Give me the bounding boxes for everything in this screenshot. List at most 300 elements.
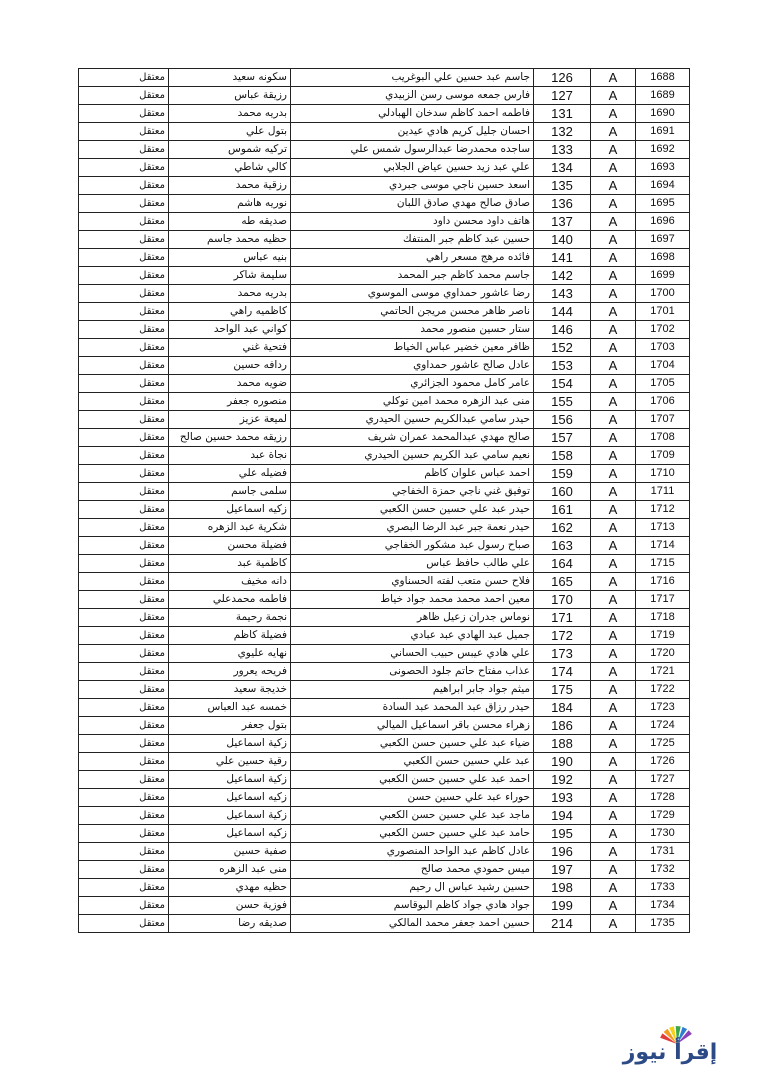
serial-cell: 1699 (636, 267, 690, 285)
code-cell: 143 (534, 285, 591, 303)
mother-name-cell: بدريه محمد (169, 285, 291, 303)
grade-cell: A (591, 645, 636, 663)
serial-cell: 1710 (636, 465, 690, 483)
grade-cell: A (591, 771, 636, 789)
serial-cell: 1694 (636, 177, 690, 195)
table-row (79, 231, 690, 249)
full-name-cell: فائده مرهج مسعر راهي (291, 249, 534, 267)
table-row (79, 735, 690, 753)
serial-cell: 1704 (636, 357, 690, 375)
table-row (79, 537, 690, 555)
code-cell: 144 (534, 303, 591, 321)
code-cell: 140 (534, 231, 591, 249)
mother-name-cell: ضويه محمد (169, 375, 291, 393)
code-cell: 199 (534, 897, 591, 915)
mother-name-cell: دانه مخيف (169, 573, 291, 591)
table-row (79, 717, 690, 735)
serial-cell: 1689 (636, 87, 690, 105)
status-cell: معتقل (79, 591, 169, 609)
mother-name-cell: كواني عبد الواحد (169, 321, 291, 339)
mother-name-cell: زكية اسماعيل (169, 771, 291, 789)
full-name-cell: علي عبد زيد حسين عياض الجلابي (291, 159, 534, 177)
table-row (79, 375, 690, 393)
table-row (79, 249, 690, 267)
full-name-cell: معين احمد محمد محمد جواد خياط (291, 591, 534, 609)
table-row (79, 879, 690, 897)
status-cell: معتقل (79, 501, 169, 519)
full-name-cell: حيدر عبد علي حسين حسن الكعبي (291, 501, 534, 519)
grade-cell: A (591, 69, 636, 87)
status-cell: معتقل (79, 663, 169, 681)
status-cell: معتقل (79, 177, 169, 195)
serial-cell: 1722 (636, 681, 690, 699)
grade-cell: A (591, 501, 636, 519)
serial-cell: 1691 (636, 123, 690, 141)
mother-name-cell: رزقية محمد (169, 177, 291, 195)
grade-cell: A (591, 87, 636, 105)
status-cell: معتقل (79, 915, 169, 933)
status-cell: معتقل (79, 609, 169, 627)
mother-name-cell: خمسه عبد العباس (169, 699, 291, 717)
mother-name-cell: فضيلة محسن (169, 537, 291, 555)
table-row (79, 573, 690, 591)
full-name-cell: ناصر ظاهر محسن مريجن الحاتمي (291, 303, 534, 321)
full-name-cell: حسين رشيد عباس ال رحيم (291, 879, 534, 897)
grade-cell: A (591, 537, 636, 555)
mother-name-cell: زكية اسماعيل (169, 807, 291, 825)
table-row (79, 393, 690, 411)
full-name-cell: احمد عباس علوان كاظم (291, 465, 534, 483)
table-row (79, 411, 690, 429)
grade-cell: A (591, 321, 636, 339)
mother-name-cell: خديجة سعيد (169, 681, 291, 699)
full-name-cell: عبد علي حسين حسن الكعبي (291, 753, 534, 771)
serial-cell: 1732 (636, 861, 690, 879)
table-row (79, 177, 690, 195)
table-row (79, 195, 690, 213)
serial-cell: 1709 (636, 447, 690, 465)
code-cell: 195 (534, 825, 591, 843)
table-row (79, 645, 690, 663)
mother-name-cell: سكونه سعيد (169, 69, 291, 87)
mother-name-cell: شكرية عبد الزهره (169, 519, 291, 537)
mother-name-cell: نهايه عليوي (169, 645, 291, 663)
serial-cell: 1711 (636, 483, 690, 501)
serial-cell: 1719 (636, 627, 690, 645)
full-name-cell: عادل كاظم عبد الواحد المنصوري (291, 843, 534, 861)
grade-cell: A (591, 879, 636, 897)
full-name-cell: فارس جمعه موسى رسن الزبيدي (291, 87, 534, 105)
status-cell: معتقل (79, 537, 169, 555)
table-row (79, 915, 690, 933)
mother-name-cell: صديقه طه (169, 213, 291, 231)
table-row (79, 663, 690, 681)
code-cell: 154 (534, 375, 591, 393)
grade-cell: A (591, 825, 636, 843)
code-cell: 156 (534, 411, 591, 429)
full-name-cell: حيدر سامي عبدالكريم حسين الحيدري (291, 411, 534, 429)
table-row (79, 357, 690, 375)
full-name-cell: نعيم سامي عبد الكريم حسين الحيدري (291, 447, 534, 465)
serial-cell: 1726 (636, 753, 690, 771)
full-name-cell: احسان جليل كريم هادي عيدين (291, 123, 534, 141)
code-cell: 188 (534, 735, 591, 753)
serial-cell: 1700 (636, 285, 690, 303)
grade-cell: A (591, 123, 636, 141)
status-cell: معتقل (79, 627, 169, 645)
mother-name-cell: زكيه اسماعيل (169, 789, 291, 807)
full-name-cell: ساجده محمدرضا عبدالرسول شمس علي (291, 141, 534, 159)
full-name-cell: صالح مهدي عبدالمحمد عمران شريف (291, 429, 534, 447)
grade-cell: A (591, 159, 636, 177)
serial-cell: 1729 (636, 807, 690, 825)
mother-name-cell: صديقه رضا (169, 915, 291, 933)
full-name-cell: عادل صالح عاشور حمداوي (291, 357, 534, 375)
status-cell: معتقل (79, 195, 169, 213)
full-name-cell: علي طالب حافظ عباس (291, 555, 534, 573)
mother-name-cell: فاطمه محمدعلي (169, 591, 291, 609)
code-cell: 142 (534, 267, 591, 285)
status-cell: معتقل (79, 321, 169, 339)
code-cell: 158 (534, 447, 591, 465)
code-cell: 197 (534, 861, 591, 879)
status-cell: معتقل (79, 447, 169, 465)
grade-cell: A (591, 375, 636, 393)
full-name-cell: حسين احمد جعفر محمد المالكي (291, 915, 534, 933)
mother-name-cell: نوريه هاشم (169, 195, 291, 213)
full-name-cell: منى عبد الزهره محمد امين توكلي (291, 393, 534, 411)
mother-name-cell: فوزية حسن (169, 897, 291, 915)
status-cell: معتقل (79, 465, 169, 483)
mother-name-cell: نجاة عبد (169, 447, 291, 465)
code-cell: 141 (534, 249, 591, 267)
code-cell: 196 (534, 843, 591, 861)
table-row (79, 681, 690, 699)
status-cell: معتقل (79, 807, 169, 825)
code-cell: 146 (534, 321, 591, 339)
grade-cell: A (591, 699, 636, 717)
serial-cell: 1730 (636, 825, 690, 843)
code-cell: 126 (534, 69, 591, 87)
full-name-cell: ظافر معين خضير عباس الخياط (291, 339, 534, 357)
serial-cell: 1724 (636, 717, 690, 735)
table-row (79, 105, 690, 123)
grade-cell: A (591, 231, 636, 249)
code-cell: 133 (534, 141, 591, 159)
grade-cell: A (591, 177, 636, 195)
grade-cell: A (591, 519, 636, 537)
serial-cell: 1688 (636, 69, 690, 87)
grade-cell: A (591, 303, 636, 321)
full-name-cell: حيدر رزاق عبد المحمد عبد السادة (291, 699, 534, 717)
table-row (79, 555, 690, 573)
table-row (79, 753, 690, 771)
grade-cell: A (591, 789, 636, 807)
mother-name-cell: ردافه حسين (169, 357, 291, 375)
mother-name-cell: سليمة شاكر (169, 267, 291, 285)
full-name-cell: ضياء عبد علي حسين حسن الكعبي (291, 735, 534, 753)
code-cell: 159 (534, 465, 591, 483)
grade-cell: A (591, 843, 636, 861)
full-name-cell: ميس حمودي محمد صالح (291, 861, 534, 879)
mother-name-cell: فضيلة كاظم (169, 627, 291, 645)
full-name-cell: صباح رسول عبد مشكور الخفاجي (291, 537, 534, 555)
grade-cell: A (591, 555, 636, 573)
status-cell: معتقل (79, 735, 169, 753)
code-cell: 190 (534, 753, 591, 771)
grade-cell: A (591, 915, 636, 933)
serial-cell: 1698 (636, 249, 690, 267)
status-cell: معتقل (79, 699, 169, 717)
grade-cell: A (591, 447, 636, 465)
mother-name-cell: فريحه يعرور (169, 663, 291, 681)
status-cell: معتقل (79, 789, 169, 807)
full-name-cell: جميل عبد الهادي عبد عبادي (291, 627, 534, 645)
status-cell: معتقل (79, 429, 169, 447)
full-name-cell: عذاب مفتاح حاتم جلود الحصونى (291, 663, 534, 681)
status-cell: معتقل (79, 771, 169, 789)
grade-cell: A (591, 429, 636, 447)
serial-cell: 1718 (636, 609, 690, 627)
watermark-text: إقرأ نيوز (622, 1040, 718, 1065)
grade-cell: A (591, 249, 636, 267)
status-cell: معتقل (79, 231, 169, 249)
grade-cell: A (591, 483, 636, 501)
mother-name-cell: سلمى جاسم (169, 483, 291, 501)
serial-cell: 1716 (636, 573, 690, 591)
serial-cell: 1715 (636, 555, 690, 573)
code-cell: 198 (534, 879, 591, 897)
code-cell: 184 (534, 699, 591, 717)
grade-cell: A (591, 807, 636, 825)
grade-cell: A (591, 195, 636, 213)
table-row (79, 897, 690, 915)
serial-cell: 1706 (636, 393, 690, 411)
grade-cell: A (591, 897, 636, 915)
table-row (79, 123, 690, 141)
code-cell: 135 (534, 177, 591, 195)
code-cell: 192 (534, 771, 591, 789)
serial-cell: 1723 (636, 699, 690, 717)
status-cell: معتقل (79, 357, 169, 375)
grade-cell: A (591, 573, 636, 591)
serial-cell: 1721 (636, 663, 690, 681)
mother-name-cell: بتول علي (169, 123, 291, 141)
serial-cell: 1727 (636, 771, 690, 789)
table-row (79, 591, 690, 609)
table-row (79, 447, 690, 465)
table-row (79, 843, 690, 861)
serial-cell: 1692 (636, 141, 690, 159)
grade-cell: A (591, 339, 636, 357)
mother-name-cell: رزيقة عباس (169, 87, 291, 105)
full-name-cell: حسين عبد كاظم جبر المنتفك (291, 231, 534, 249)
serial-cell: 1712 (636, 501, 690, 519)
code-cell: 152 (534, 339, 591, 357)
mother-name-cell: منى عبد الزهره (169, 861, 291, 879)
code-cell: 153 (534, 357, 591, 375)
serial-cell: 1697 (636, 231, 690, 249)
serial-cell: 1701 (636, 303, 690, 321)
status-cell: معتقل (79, 303, 169, 321)
table-row (79, 141, 690, 159)
table-row (79, 501, 690, 519)
full-name-cell: صادق صالح مهدي صادق اللبان (291, 195, 534, 213)
mother-name-cell: كاظمية عبد (169, 555, 291, 573)
status-cell: معتقل (79, 843, 169, 861)
table-row (79, 699, 690, 717)
full-name-cell: علي هادي عيبس حبيب الحساني (291, 645, 534, 663)
table-row (79, 861, 690, 879)
table-row (79, 465, 690, 483)
status-cell: معتقل (79, 411, 169, 429)
grade-cell: A (591, 861, 636, 879)
code-cell: 165 (534, 573, 591, 591)
mother-name-cell: نجمة رحيمة (169, 609, 291, 627)
serial-cell: 1717 (636, 591, 690, 609)
full-name-cell: ستار حسين منصور محمد (291, 321, 534, 339)
mother-name-cell: رقية حسين علي (169, 753, 291, 771)
status-cell: معتقل (79, 285, 169, 303)
full-name-cell: جاسم محمد كاظم جبر المحمد (291, 267, 534, 285)
serial-cell: 1693 (636, 159, 690, 177)
table-row (79, 807, 690, 825)
status-cell: معتقل (79, 681, 169, 699)
code-cell: 173 (534, 645, 591, 663)
serial-cell: 1731 (636, 843, 690, 861)
serial-cell: 1696 (636, 213, 690, 231)
full-name-cell: زهراء محسن باقر اسماعيل الميالي (291, 717, 534, 735)
status-cell: معتقل (79, 645, 169, 663)
status-cell: معتقل (79, 393, 169, 411)
mother-name-cell: زكية اسماعيل (169, 735, 291, 753)
code-cell: 163 (534, 537, 591, 555)
status-cell: معتقل (79, 213, 169, 231)
serial-cell: 1728 (636, 789, 690, 807)
mother-name-cell: بدريه محمد (169, 105, 291, 123)
table-row (79, 519, 690, 537)
table-row (79, 213, 690, 231)
status-cell: معتقل (79, 159, 169, 177)
full-name-cell: رضا عاشور حمداوي موسى الموسوي (291, 285, 534, 303)
status-cell: معتقل (79, 483, 169, 501)
full-name-cell: حيدر نعمة جبر عبد الرضا البصري (291, 519, 534, 537)
code-cell: 186 (534, 717, 591, 735)
grade-cell: A (591, 411, 636, 429)
mother-name-cell: زكيه اسماعيل (169, 501, 291, 519)
code-cell: 172 (534, 627, 591, 645)
table-row (79, 159, 690, 177)
serial-cell: 1707 (636, 411, 690, 429)
mother-name-cell: بنيه عباس (169, 249, 291, 267)
table-row (79, 627, 690, 645)
grade-cell: A (591, 213, 636, 231)
status-cell: معتقل (79, 339, 169, 357)
full-name-cell: فلاح حسن متعب لفته الحسناوي (291, 573, 534, 591)
grade-cell: A (591, 591, 636, 609)
mother-name-cell: منصوره جعفر (169, 393, 291, 411)
table-row (79, 429, 690, 447)
serial-cell: 1725 (636, 735, 690, 753)
status-cell: معتقل (79, 375, 169, 393)
mother-name-cell: لميعة عزيز (169, 411, 291, 429)
grade-cell: A (591, 465, 636, 483)
grade-cell: A (591, 393, 636, 411)
grade-cell: A (591, 681, 636, 699)
grade-cell: A (591, 141, 636, 159)
code-cell: 161 (534, 501, 591, 519)
code-cell: 194 (534, 807, 591, 825)
full-name-cell: جواد هادي جواد كاظم البوقاسم (291, 897, 534, 915)
mother-name-cell: فتحية غني (169, 339, 291, 357)
serial-cell: 1703 (636, 339, 690, 357)
grade-cell: A (591, 285, 636, 303)
status-cell: معتقل (79, 519, 169, 537)
mother-name-cell: كاظميه راهي (169, 303, 291, 321)
mother-name-cell: تركيه شموس (169, 141, 291, 159)
code-cell: 127 (534, 87, 591, 105)
mother-name-cell: حظيه محمد جاسم (169, 231, 291, 249)
status-cell: معتقل (79, 825, 169, 843)
table-row (79, 789, 690, 807)
table-row (79, 267, 690, 285)
serial-cell: 1734 (636, 897, 690, 915)
status-cell: معتقل (79, 897, 169, 915)
code-cell: 132 (534, 123, 591, 141)
grade-cell: A (591, 609, 636, 627)
full-name-cell: توفيق غني ناجي حمزة الخفاجي (291, 483, 534, 501)
grade-cell: A (591, 753, 636, 771)
grade-cell: A (591, 105, 636, 123)
mother-name-cell: حظيه مهدي (169, 879, 291, 897)
serial-cell: 1714 (636, 537, 690, 555)
grade-cell: A (591, 717, 636, 735)
table-row (79, 825, 690, 843)
records-table-sheet (78, 68, 689, 1011)
mother-name-cell: بتول جعفر (169, 717, 291, 735)
full-name-cell: فاطمه احمد كاظم سدخان الهبادلي (291, 105, 534, 123)
table-row (79, 609, 690, 627)
table-row (79, 303, 690, 321)
code-cell: 171 (534, 609, 591, 627)
mother-name-cell: صفية حسين (169, 843, 291, 861)
status-cell: معتقل (79, 861, 169, 879)
code-cell: 175 (534, 681, 591, 699)
status-cell: معتقل (79, 87, 169, 105)
grade-cell: A (591, 357, 636, 375)
code-cell: 134 (534, 159, 591, 177)
full-name-cell: حوراء عبد علي حسين حسن (291, 789, 534, 807)
code-cell: 214 (534, 915, 591, 933)
table-row (79, 285, 690, 303)
status-cell: معتقل (79, 141, 169, 159)
status-cell: معتقل (79, 105, 169, 123)
code-cell: 155 (534, 393, 591, 411)
mother-name-cell: رزيقه محمد حسين صالح (169, 429, 291, 447)
table-row (79, 483, 690, 501)
code-cell: 131 (534, 105, 591, 123)
status-cell: معتقل (79, 573, 169, 591)
full-name-cell: احمد عبد علي حسين حسن الكعبي (291, 771, 534, 789)
mother-name-cell: زكيه اسماعيل (169, 825, 291, 843)
code-cell: 174 (534, 663, 591, 681)
code-cell: 164 (534, 555, 591, 573)
full-name-cell: حامد عبد علي حسين حسن الكعبي (291, 825, 534, 843)
status-cell: معتقل (79, 123, 169, 141)
records-table-body (79, 69, 690, 933)
code-cell: 170 (534, 591, 591, 609)
grade-cell: A (591, 627, 636, 645)
